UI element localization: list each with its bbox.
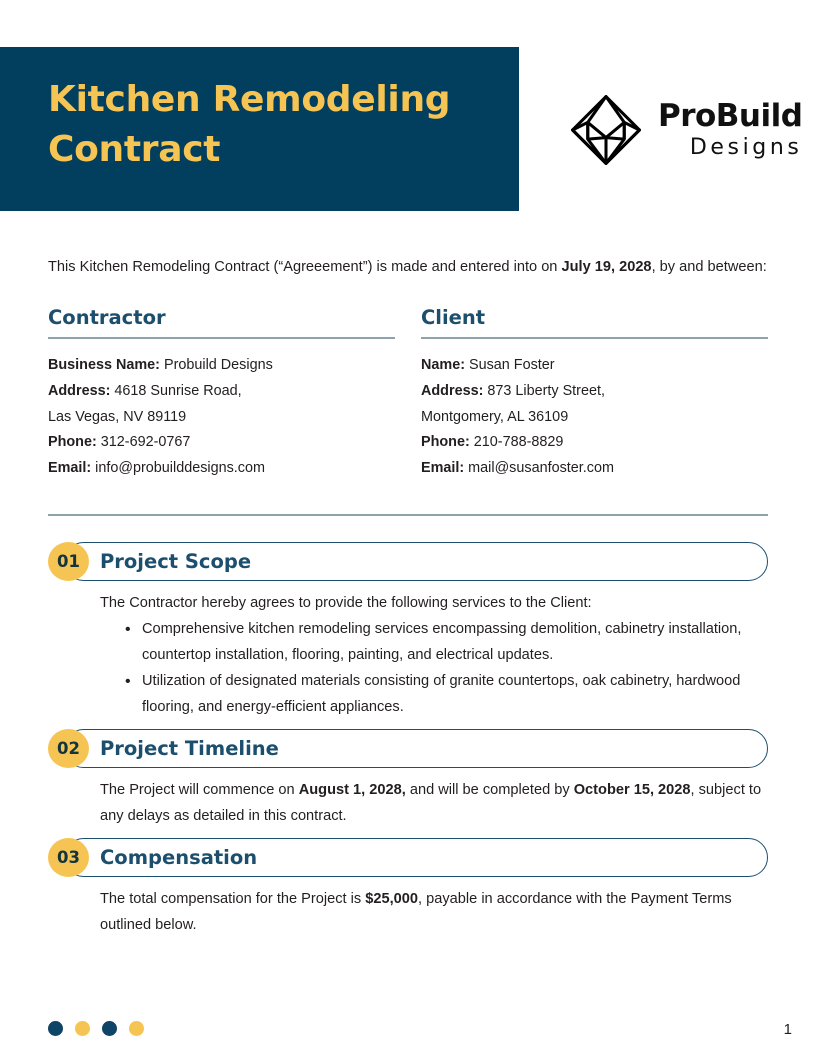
intro-text-before: This Kitchen Remodeling Contract (“Agreeement”) is made and entered into on	[48, 259, 562, 275]
client-field-label: Email:	[421, 460, 465, 477]
client-field-value: Susan Foster	[465, 357, 555, 374]
client-field-value: 873 Liberty Street,	[483, 382, 605, 399]
brand-subtitle: Designs	[689, 135, 803, 160]
contractor-field-label: Phone:	[48, 434, 97, 451]
timeline-text-2: and will be completed by	[405, 781, 574, 798]
client-field-value: 210-788-8829	[469, 434, 564, 451]
contractor-rule	[48, 337, 395, 339]
client-field-value: mail@susanfoster.com	[464, 460, 614, 477]
page-title: Kitchen Remodeling Contract	[48, 79, 451, 170]
compensation-amount: $25,000	[365, 890, 419, 907]
brand-name: ProBuild	[658, 98, 803, 134]
brand-logo	[568, 92, 802, 168]
client-field	[421, 456, 768, 482]
section-intro-text: The Contractor hereby agrees to provide the following services to the Client:	[100, 595, 592, 611]
section-number-badge: 01	[48, 542, 89, 581]
contractor-field-label: Business Name:	[48, 357, 160, 374]
contractor-heading: Contractor	[48, 306, 166, 330]
footer-dot	[48, 1021, 63, 1036]
footer-dot-decoration	[48, 1021, 144, 1036]
start-date: August 1, 2028,	[298, 781, 406, 798]
contractor-field-value: 4618 Sunrise Road,	[110, 382, 242, 399]
scope-bullet-list	[100, 617, 768, 721]
contractor-field-value: Las Vegas, NV 89119	[48, 408, 187, 425]
header-banner	[0, 47, 519, 211]
section-compensation	[48, 838, 768, 939]
client-field	[421, 430, 768, 456]
client-field-label: Phone:	[421, 434, 470, 451]
client-field	[421, 379, 768, 405]
intro-paragraph	[48, 255, 768, 280]
contractor-field-label: Email:	[48, 460, 92, 477]
section-content	[48, 591, 768, 721]
contractor-field-label: Address:	[48, 382, 111, 399]
contractor-field-value: Probuild Designs	[159, 357, 273, 374]
section-divider	[48, 514, 768, 516]
compensation-text-2: , payable in accordance with the Payment Terms outlined below.	[100, 890, 732, 933]
parties-section	[48, 306, 768, 482]
page-number: 1	[783, 1021, 792, 1038]
section-heading: Project Scope	[100, 550, 252, 573]
section-heading: Project Timeline	[100, 736, 279, 760]
section-header	[48, 838, 768, 877]
section-number-badge: 03	[48, 838, 89, 877]
contractor-field	[48, 456, 395, 482]
document-body	[48, 255, 768, 947]
section-heading: Compensation	[100, 845, 258, 869]
client-field-value: Montgomery, AL 36109	[421, 408, 569, 425]
timeline-text-1: The Project will commence on	[100, 781, 299, 798]
end-date: October 15, 2028	[573, 781, 691, 798]
section-content	[48, 778, 768, 830]
client-field-label: Address:	[421, 382, 484, 399]
brand-logo-text	[658, 98, 803, 160]
timeline-paragraph	[100, 778, 768, 830]
section-number-badge: 02	[48, 729, 89, 768]
section-header	[48, 729, 768, 768]
client-field	[421, 353, 768, 379]
contractor-field	[48, 379, 395, 405]
contractor-field-value: info@probuilddesigns.com	[91, 460, 265, 477]
contractor-field-value: 312-692-0767	[96, 434, 191, 451]
timeline-text-3: , subject to any delays as detailed in this contract.	[100, 781, 762, 824]
section-project-timeline	[48, 729, 768, 830]
client-field-label: Name:	[421, 357, 465, 374]
client-field	[421, 405, 768, 431]
footer-dot	[129, 1021, 144, 1036]
contractor-block	[48, 306, 395, 482]
diamond-octahedron-icon	[568, 92, 644, 168]
section-content	[48, 887, 768, 939]
list-item: • Utilization of designated materials consisting of granite countertops, oak cabinetry, hardwood flooring, and energy-efficient appliances.	[125, 669, 768, 721]
section-header	[48, 542, 768, 581]
client-rule	[421, 337, 768, 339]
contractor-field	[48, 353, 395, 379]
agreement-date: July 19, 2028	[561, 259, 652, 275]
footer-dot	[75, 1021, 90, 1036]
section-project-scope	[48, 542, 768, 721]
client-heading: Client	[421, 306, 486, 330]
list-item: • Comprehensive kitchen remodeling services encompassing demolition, cabinetry installation, countertop installation, flooring, painting, and electrical updates.	[125, 617, 768, 669]
contractor-field	[48, 430, 395, 456]
client-block	[421, 306, 768, 482]
intro-text-after: , by and between:	[651, 259, 767, 275]
contractor-field	[48, 405, 395, 431]
compensation-paragraph	[100, 887, 768, 939]
footer-dot	[102, 1021, 117, 1036]
compensation-text-1: The total compensation for the Project is	[100, 890, 366, 907]
